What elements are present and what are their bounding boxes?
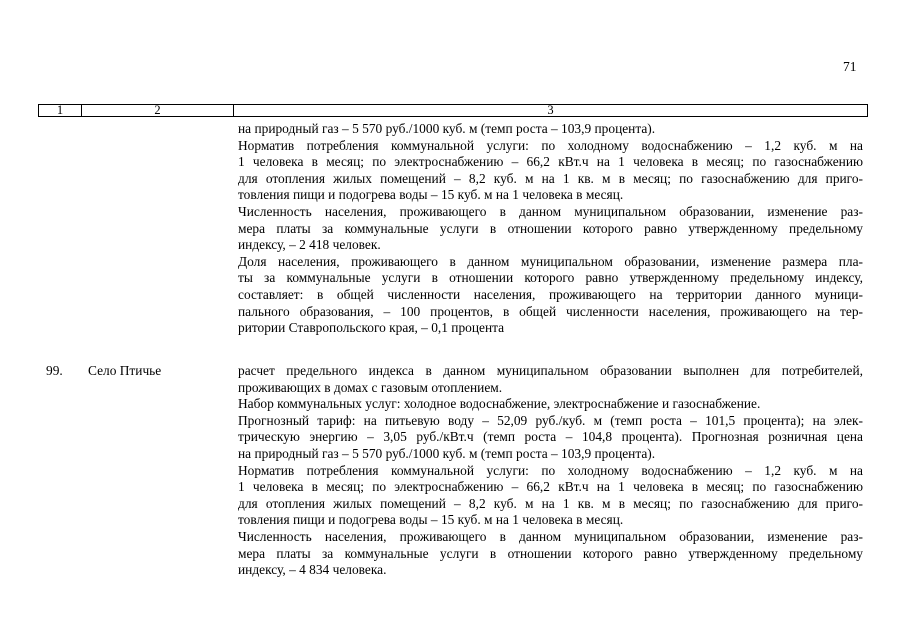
text-line: 1 человека в месяц; по электроснабжению – 66,2 кВт.ч на 1 человека в месяц; по газоснабжению (238, 479, 863, 495)
text-line: пального образования, – 100 процентов, в общей численности населения, проживающего на тер- (238, 303, 863, 319)
text-line: товления пищи и подогрева воды – 15 куб. м на 1 человека в месяц. (238, 187, 624, 203)
text-line: Норматив потребления коммунальной услуги: по холодному водоснабжению – 1,2 куб. м на (238, 462, 863, 478)
column-header-row (39, 105, 868, 117)
text-line: Набор коммунальных услуг: холодное водоснабжение, электроснабжение и газоснабжение. (238, 396, 761, 412)
text-line: составляет: в общей численности населения, проживающего на территории данного муници- (238, 286, 863, 302)
text-line: расчет предельного индекса в данном муниципальном образовании выполнен для потребителей, (238, 363, 863, 378)
text-line: Доля населения, проживающего в данном муниципальном образовании, изменение размера пла- (238, 253, 863, 269)
row-number: 99. (46, 363, 63, 378)
text-line: на природный газ – 5 570 руб./1000 куб. м (темп роста – 103,9 процента). (238, 445, 656, 461)
column-header-2: 2 (82, 105, 234, 117)
text-line: товления пищи и подогрева воды – 15 куб. м на 1 человека в месяц. (238, 512, 624, 528)
text-line: индексу, – 4 834 человека. (238, 562, 387, 578)
text-line: Численность населения, проживающего в данном муниципальном образовании, изменение раз- (238, 203, 863, 219)
text-line: мера платы за коммунальные услуги в отношении которого равно утвержденному предельному (238, 545, 863, 561)
column-header-3: 3 (234, 105, 868, 117)
text-line: проживающих в домах с газовым отоплением. (238, 379, 503, 395)
municipality-description (238, 363, 863, 579)
text-line: Норматив потребления коммунальной услуги: по холодному водоснабжению – 1,2 куб. м на (238, 137, 863, 153)
text-line: ритории Ставропольского края, – 0,1 процента (238, 320, 505, 336)
text-line: для отопления жилых помещений – 8,2 куб. м на 1 кв. м в месяц; по газоснабжению для приго- (238, 170, 863, 186)
text-line: трическую энергию – 3,05 руб./кВт.ч (темп роста – 104,8 процента). Прогнозная розничная цена (238, 429, 863, 445)
text-line: ты за коммунальные услуги в отношении которого равно утвержденному предельному индексу, (238, 270, 863, 286)
text-line: на природный газ – 5 570 руб./1000 куб. м (темп роста – 103,9 процента). (238, 121, 656, 136)
column-header-table (38, 104, 868, 117)
text-line: Численность населения, проживающего в данном муниципальном образовании, изменение раз- (238, 528, 863, 544)
text-line: индексу, – 2 418 человек. (238, 237, 381, 253)
text-line: 1 человека в месяц; по электроснабжению – 66,2 кВт.ч на 1 человека в месяц; по газоснабжению (238, 154, 863, 170)
continued-description (238, 121, 863, 337)
column-header-1: 1 (39, 105, 82, 117)
text-line: для отопления жилых помещений – 8,2 куб. м на 1 кв. м в месяц; по газоснабжению для приго- (238, 495, 863, 511)
text-line: Прогнозный тариф: на питьевую воду – 52,09 руб./куб. м (темп роста – 101,5 процента); на элек- (238, 412, 863, 428)
municipality-name: Село Птичье (88, 363, 162, 378)
text-line: мера платы за коммунальные услуги в отношении которого равно утвержденному предельному (238, 220, 863, 236)
page-number: 71 (843, 59, 857, 74)
